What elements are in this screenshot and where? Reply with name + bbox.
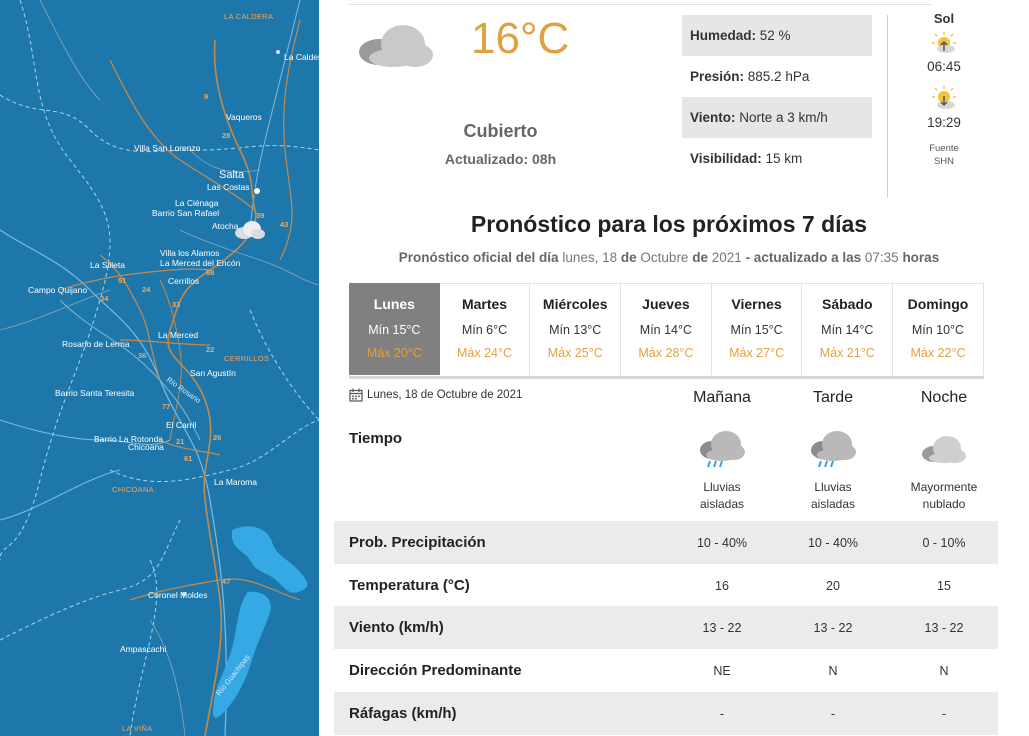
map-city-label: La Merced bbox=[158, 330, 199, 340]
day-max: Máx 22°C bbox=[910, 346, 966, 360]
route-number-marker: 34 bbox=[100, 294, 109, 303]
pressure-value: 885.2 hPa bbox=[747, 69, 810, 84]
weather-line: Lluvias bbox=[703, 480, 741, 494]
cloud-icon bbox=[920, 430, 968, 470]
precipitation-row bbox=[334, 521, 998, 564]
map-city-label: La Maroma bbox=[214, 477, 257, 487]
day-name: Lunes bbox=[373, 296, 415, 312]
row-value: 13 - 22 bbox=[813, 620, 853, 635]
row-label: Dirección Predominante bbox=[349, 662, 522, 679]
weather-text bbox=[899, 479, 989, 513]
subtitle-part: de bbox=[692, 250, 708, 265]
map-city-label: La Merced del Encón bbox=[160, 258, 241, 268]
map-city-label: Vaqueros bbox=[226, 112, 262, 122]
subtitle-year: 2021 bbox=[711, 250, 742, 265]
row-value: 0 - 10% bbox=[922, 535, 966, 550]
map-city-label: La Ciénaga bbox=[175, 198, 219, 208]
source-label: Fuente bbox=[929, 143, 959, 154]
day-name: Martes bbox=[461, 296, 508, 312]
route-number-marker: 28 bbox=[222, 131, 231, 140]
route-number-marker: 68 bbox=[206, 268, 215, 277]
day-min: Mín 13°C bbox=[549, 323, 602, 337]
route-number-marker: 9 bbox=[204, 92, 209, 101]
route-number-marker: 43 bbox=[280, 220, 289, 229]
day-tab-martes[interactable] bbox=[440, 283, 531, 375]
weather-line: aisladas bbox=[699, 497, 745, 511]
day-max: Máx 27°C bbox=[729, 346, 785, 360]
day-min: Mín 15°C bbox=[730, 323, 783, 337]
row-value: 13 - 22 bbox=[924, 620, 964, 635]
row-label: Ráfagas (km/h) bbox=[349, 705, 457, 722]
map-city-label: Barrio Santa Teresita bbox=[55, 388, 135, 398]
route-number-marker: 77 bbox=[162, 402, 171, 411]
sunrise-time: 06:45 bbox=[927, 59, 961, 74]
map-city-label: Campo Quijano bbox=[28, 285, 88, 295]
map-region-label: CHICOANA bbox=[112, 485, 154, 494]
day-max: Máx 24°C bbox=[457, 346, 513, 360]
visibility-value: 15 km bbox=[765, 151, 803, 166]
wind-row bbox=[682, 97, 872, 138]
map-region-label: LA CALDERA bbox=[224, 12, 274, 21]
forecast-subtitle bbox=[319, 250, 1019, 265]
map-city-label: Coronel Moldes bbox=[148, 590, 208, 600]
route-number-marker: 51 bbox=[118, 276, 127, 285]
row-value: 16 bbox=[715, 578, 729, 593]
route-number-marker: 47 bbox=[222, 577, 231, 586]
route-number-marker: 21 bbox=[176, 437, 185, 446]
weather-cell-afternoon bbox=[788, 430, 878, 513]
day-tab-viernes[interactable] bbox=[712, 283, 803, 375]
humidity-label: Humedad: bbox=[690, 28, 757, 43]
rain-cloud-icon bbox=[809, 430, 857, 470]
sunrise-icon bbox=[931, 30, 957, 54]
map-region-label: LA VIÑA bbox=[122, 724, 153, 733]
day-name: Sábado bbox=[821, 296, 873, 312]
sun-title: Sol bbox=[933, 11, 955, 26]
row-value: - bbox=[941, 706, 947, 721]
weather-panel bbox=[319, 0, 1029, 736]
weather-cell-morning bbox=[677, 430, 767, 513]
map-river-label: Río Rosario bbox=[164, 375, 203, 406]
row-label: Temperatura (°C) bbox=[349, 577, 470, 594]
tiempo-label: Tiempo bbox=[349, 430, 403, 447]
current-condition: Cubierto bbox=[463, 121, 538, 141]
period-header-afternoon: Tarde bbox=[812, 389, 854, 406]
day-max: Máx 25°C bbox=[547, 346, 603, 360]
map-city-label: Cerrillos bbox=[168, 276, 200, 286]
subtitle-part: horas bbox=[902, 250, 940, 265]
map-panel[interactable] bbox=[0, 0, 326, 736]
row-value: - bbox=[719, 706, 725, 721]
weather-cell-night bbox=[899, 430, 989, 513]
weather-text bbox=[677, 479, 767, 513]
row-value: 20 bbox=[826, 578, 840, 593]
subtitle-part: Pronóstico oficial del día bbox=[398, 250, 559, 265]
subtitle-day: lunes, 18 bbox=[562, 250, 618, 265]
visibility-row bbox=[682, 138, 872, 179]
row-value: 10 - 40% bbox=[807, 535, 859, 550]
weather-line: Lluvias bbox=[814, 480, 852, 494]
route-number-marker: 36 bbox=[138, 351, 147, 360]
subtitle-part: - actualizado a las bbox=[745, 250, 862, 265]
day-name: Viernes bbox=[731, 296, 782, 312]
wind-speed-row bbox=[334, 606, 998, 649]
gusts-row bbox=[334, 692, 998, 735]
row-label: Prob. Precipitación bbox=[349, 534, 486, 551]
row-value: NE bbox=[713, 663, 731, 678]
map-city-label: Atocha bbox=[212, 221, 239, 231]
route-number-marker: 22 bbox=[206, 345, 215, 354]
row-value: N bbox=[939, 663, 949, 678]
detail-date-text: Lunes, 18 de Octubre de 2021 bbox=[367, 389, 523, 401]
current-updated: Actualizado: 08h bbox=[444, 151, 557, 167]
pressure-row bbox=[682, 56, 872, 97]
day-min: Mín 14°C bbox=[639, 323, 693, 337]
rain-cloud-icon bbox=[698, 430, 746, 470]
day-tab-jueves[interactable] bbox=[621, 283, 712, 375]
row-value: 13 - 22 bbox=[702, 620, 742, 635]
row-label: Viento (km/h) bbox=[349, 619, 444, 636]
cloud-icon bbox=[357, 22, 437, 72]
map-city-label-salta: Salta bbox=[219, 169, 245, 181]
day-min: Mín 14°C bbox=[821, 323, 874, 337]
day-min: Mín 6°C bbox=[461, 323, 508, 337]
map-city-label: Villa los Alamos bbox=[160, 248, 220, 258]
row-value: N bbox=[828, 663, 838, 678]
map-city-label: Barrio San Rafael bbox=[152, 208, 220, 218]
sunset-time: 19:29 bbox=[927, 115, 961, 130]
wind-value: Norte a 3 km/h bbox=[739, 110, 828, 125]
weather-line: aisladas bbox=[810, 497, 856, 511]
weather-text bbox=[788, 479, 878, 513]
route-number-marker: 33 bbox=[172, 300, 181, 309]
map-city-label: Rosario de Lerma bbox=[62, 339, 130, 349]
period-header-night: Noche bbox=[920, 389, 968, 406]
detail-date bbox=[349, 388, 522, 402]
map-city-label: Ampascachi bbox=[120, 644, 167, 654]
visibility-label: Visibilidad: bbox=[690, 151, 762, 166]
day-tab-sabado[interactable] bbox=[802, 283, 893, 375]
sunset-icon bbox=[931, 86, 957, 110]
day-tab-miercoles[interactable] bbox=[530, 283, 621, 375]
day-min: Mín 15°C bbox=[368, 323, 421, 337]
map-roads-svg bbox=[0, 0, 319, 736]
day-name: Miércoles bbox=[542, 296, 608, 312]
sun-column bbox=[919, 8, 969, 168]
row-value: 10 - 40% bbox=[696, 535, 748, 550]
route-number-marker: 26 bbox=[213, 433, 222, 442]
map-city-label: Barrio La Rotonda bbox=[94, 434, 163, 444]
weather-line: Mayormente bbox=[910, 480, 978, 494]
day-max: Máx 21°C bbox=[819, 346, 875, 360]
humidity-row bbox=[682, 15, 872, 56]
route-number-marker: 39 bbox=[256, 211, 265, 220]
route-number-marker: 61 bbox=[184, 454, 193, 463]
day-name: Jueves bbox=[642, 296, 690, 312]
day-max: Máx 28°C bbox=[638, 346, 694, 360]
map-city-label: Villa San Lorenzo bbox=[134, 143, 201, 153]
map-city-label: San Agustín bbox=[190, 368, 236, 378]
subtitle-part: de bbox=[620, 250, 637, 265]
subtitle-time: 07:35 bbox=[864, 250, 899, 265]
calendar-icon bbox=[349, 388, 363, 402]
conditions-table bbox=[682, 15, 872, 179]
map-city-label: Las Costas bbox=[207, 182, 250, 192]
current-temperature: 16°C bbox=[471, 14, 570, 63]
day-name: Domingo bbox=[907, 296, 969, 312]
day-tabs bbox=[349, 283, 984, 379]
subtitle-month: Octubre bbox=[640, 250, 689, 265]
forecast-title: Pronóstico para los próximos 7 días bbox=[470, 211, 868, 237]
day-tab-lunes[interactable] bbox=[349, 283, 440, 375]
wind-label: Viento: bbox=[690, 110, 736, 125]
map-region-label: CERRILLOS bbox=[224, 354, 270, 363]
map-river-label: Río Guachipas bbox=[214, 652, 252, 698]
weather-line: nublado bbox=[922, 497, 966, 511]
day-min: Mín 10°C bbox=[911, 323, 965, 337]
map-city-label: Chicoana bbox=[128, 442, 164, 452]
humidity-value: 52 % bbox=[759, 28, 791, 43]
day-max: Máx 20°C bbox=[366, 346, 422, 360]
map-city-label: La Caldera bbox=[284, 52, 326, 62]
row-value: 15 bbox=[937, 578, 951, 593]
period-header-morning: Mañana bbox=[693, 389, 751, 406]
row-value: - bbox=[830, 706, 836, 721]
top-divider bbox=[349, 4, 932, 5]
source-value: SHN bbox=[933, 156, 955, 167]
vertical-divider bbox=[887, 15, 888, 198]
map-city-label: La Silleta bbox=[90, 260, 125, 270]
day-tab-domingo[interactable] bbox=[893, 283, 984, 375]
map-city-label: El Carril bbox=[166, 420, 197, 430]
pressure-label: Presión: bbox=[690, 69, 745, 84]
temperature-row bbox=[334, 564, 998, 607]
route-number-marker: 24 bbox=[142, 285, 151, 294]
wind-direction-row bbox=[334, 649, 998, 692]
